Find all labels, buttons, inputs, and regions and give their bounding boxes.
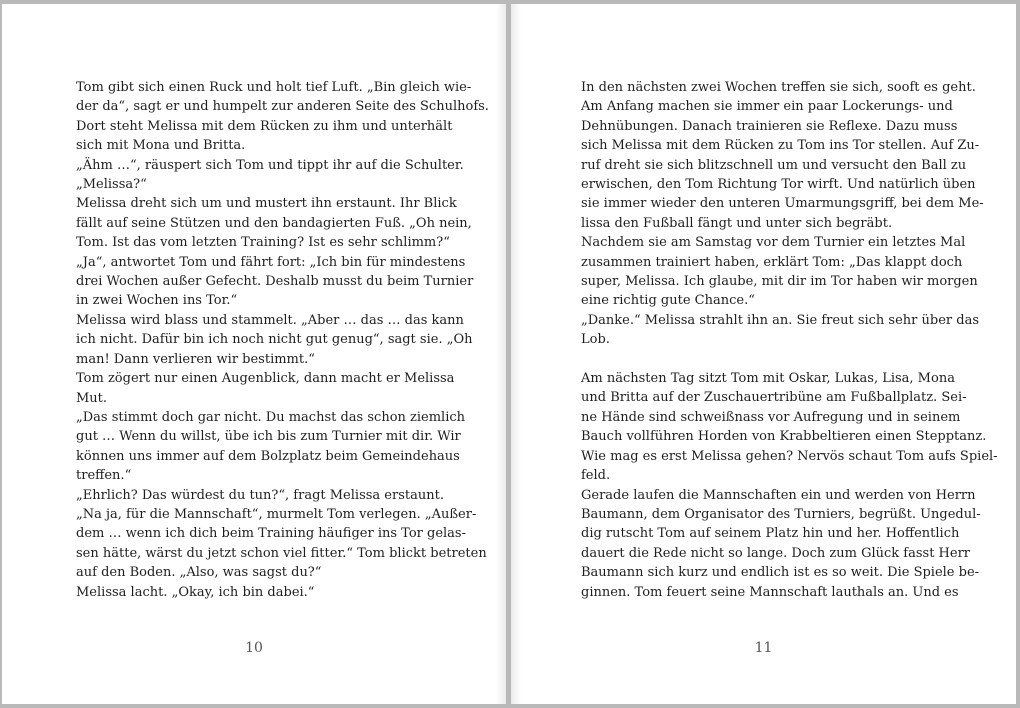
text-line: Baumann sich kurz und endlich ist es so weit. Die Spiele be- (581, 565, 980, 581)
text-line: ruf dreht sie sich blitzschnell um und versucht den Ball zu (581, 157, 967, 173)
text-line: ginnen. Tom feuert seine Mannschaft lauthals an. Und es (581, 584, 959, 600)
gutter-shadow (496, 4, 506, 704)
text-line: Gerade laufen die Mannschaften ein und werden von Herrn (581, 487, 976, 503)
text-line: In den nächsten zwei Wochen treffen sie sich, sooft es geht. (581, 80, 976, 95)
text-line: „Ehrlich? Das würdest du tun?“, fragt Melissa erstaunt. (76, 487, 444, 503)
text-line: eine richtig gute Chance.“ (581, 293, 755, 309)
text-line: Tom zögert nur einen Augenblick, dann macht er Melissa (76, 371, 455, 387)
text-line: „Danke.“ Melissa strahlt ihn an. Sie freut sich sehr über das (581, 312, 979, 328)
text-line: zusammen trainiert haben, erklärt Tom: „Das klappt doch (581, 254, 963, 270)
text-line: man! Dann verlieren wir bestimmt.“ (76, 351, 315, 367)
text-line: gut … Wenn du willst, übe ich bis zum Turnier mit dir. Wir (76, 429, 461, 445)
text-line: „Ähm …“, räuspert sich Tom und tippt ihr auf die Schulter. (76, 157, 464, 173)
right-page-text (581, 78, 998, 602)
text-line: sie immer wieder den unteren Umarmungsgriff, bei dem Me- (581, 196, 984, 212)
text-line: der da“, sagt er und humpelt zur anderen Seite des Schulhofs. (76, 99, 489, 115)
gutter-shadow (511, 4, 521, 704)
text-line: Wie mag es erst Melissa gehen? Nervös schaut Tom aufs Spiel- (581, 448, 998, 464)
text-line: „Melissa?“ (76, 177, 147, 193)
text-line: treffen.“ (76, 468, 132, 484)
text-line: Melissa dreht sich um und mustert ihn erstaunt. Ihr Blick (76, 196, 457, 212)
text-line: erwischen, den Tom Richtung Tor wirft. Und natürlich üben (581, 177, 976, 193)
text-line: Bauch vollführen Horden von Krabbeltieren einen Stepptanz. (581, 429, 987, 445)
text-line: dig rutscht Tom auf seinem Platz hin und her. Hoffentlich (581, 526, 960, 542)
text-line: Am Anfang machen sie immer ein paar Lockerungs- und (581, 99, 953, 115)
text-line: ne Hände sind schweißnass vor Aufregung und in seinem (581, 409, 961, 425)
text-line: super, Melissa. Ich glaube, mit dir im Tor haben wir morgen (581, 274, 978, 290)
text-line: sen hätte, wärst du jetzt schon viel fitter.“ Tom blickt betreten (76, 545, 487, 561)
text-line: feld. (581, 468, 611, 484)
text-line: „Ja“, antwortet Tom und fährt fort: „Ich bin für mindestens (76, 254, 466, 270)
text-line (581, 350, 943, 369)
left-page-text (76, 78, 489, 602)
text-line: ich nicht. Dafür bin ich noch nicht gut genug“, sagt sie. „Oh (76, 332, 473, 348)
text-line: sich mit Mona und Britta. (76, 138, 246, 154)
text-line: „Na ja, für die Mannschaft“, murmelt Tom verlegen. „Außer- (76, 506, 477, 522)
left-page (2, 4, 506, 704)
text-line: dem … wenn ich dich beim Training häufiger ins Tor gelas- (76, 526, 466, 542)
text-line: können uns immer auf dem Bolzplatz beim Gemeindehaus (76, 448, 460, 464)
text-line: Melissa lacht. „Okay, ich bin dabei.“ (76, 584, 315, 600)
text-line: sich Melissa mit dem Rücken zu Tom ins Tor stellen. Auf Zu- (581, 138, 980, 154)
text-line: Dort steht Melissa mit dem Rücken zu ihm und unterhält (76, 118, 453, 134)
text-line: drei Wochen außer Gefecht. Deshalb musst du beim Turnier (76, 274, 474, 290)
text-line: Baumann, dem Organisator des Turniers, begrüßt. Ungedul- (581, 506, 981, 522)
text-line: lissa den Fußball fängt und unter sich begräbt. (581, 215, 893, 231)
text-line: fällt auf seine Stützen und den bandagierten Fuß. „Oh nein, (76, 215, 472, 231)
text-line: auf den Boden. „Also, was sagst du?“ (76, 565, 322, 581)
page-number-right: 11 (754, 640, 773, 656)
text-line: Melissa wird blass und stammelt. „Aber … das … das kann (76, 312, 464, 328)
text-line: Dehnübungen. Danach trainieren sie Reflexe. Dazu muss (581, 118, 958, 134)
text-line: Nachdem sie am Samstag vor dem Turnier ein letztes Mal (581, 235, 966, 251)
text-line: Lob. (581, 332, 610, 348)
text-line: und Britta auf der Zuschauertribüne am Fußballplatz. Sei- (581, 390, 967, 406)
text-line: in zwei Wochen ins Tor.“ (76, 293, 238, 309)
text-line: „Das stimmt doch gar nicht. Du machst das schon ziemlich (76, 409, 466, 425)
right-page (511, 4, 1016, 704)
text-line: Mut. (76, 390, 108, 406)
page-number-left: 10 (245, 640, 263, 656)
text-line: Am nächsten Tag sitzt Tom mit Oskar, Lukas, Lisa, Mona (581, 371, 955, 387)
text-line: Tom. Ist das vom letzten Training? Ist es sehr schlimm?“ (76, 235, 450, 251)
text-line: dauert die Rede nicht so lange. Doch zum Glück fasst Herr (581, 545, 971, 561)
text-line: Tom gibt sich einen Ruck und holt tief Luft. „Bin gleich wie- (76, 80, 472, 95)
